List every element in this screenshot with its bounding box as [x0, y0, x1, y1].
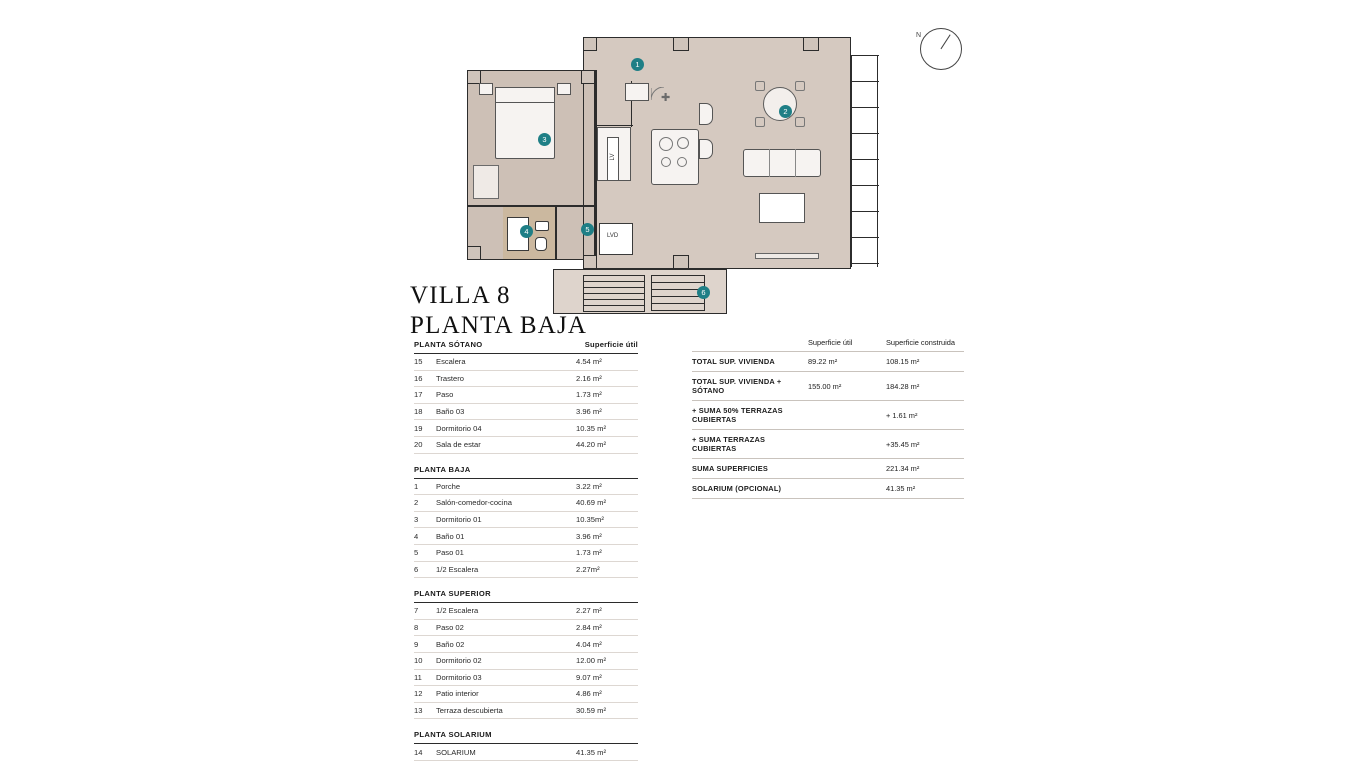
- dining-chair-2: [795, 81, 805, 91]
- toilet: [535, 237, 547, 251]
- table-row: [414, 437, 638, 454]
- nightstand-right: [557, 83, 571, 95]
- row-value: 2.27m²: [576, 564, 600, 574]
- row-number: 12: [414, 689, 423, 699]
- column-n2: [803, 37, 819, 51]
- row-value: 41.35 m²: [576, 747, 606, 757]
- section-header-planta-solarium: [414, 730, 638, 744]
- row-label: Baño 02: [436, 639, 465, 649]
- washer-lvd: [599, 223, 633, 255]
- staircase-lower: [583, 275, 645, 311]
- column-nw: [583, 37, 597, 51]
- row-label: Paso 02: [436, 623, 464, 633]
- plan-marker-4: 4: [520, 225, 533, 238]
- totals-row-util: 155.00 m²: [808, 381, 842, 391]
- hob-burner-3: [661, 157, 671, 167]
- row-label: 1/2 Escalera: [436, 606, 479, 616]
- row-value: 3.96 m²: [576, 407, 602, 417]
- hob-burner-4: [677, 157, 687, 167]
- section-header-planta-baja: [414, 465, 638, 479]
- totals-row-label: SOLARIUM (OPCIONAL): [692, 484, 782, 493]
- table-row: [414, 603, 638, 620]
- lvd-label: LVD: [607, 233, 619, 239]
- row-number: 20: [414, 440, 423, 450]
- row-number: 8: [414, 623, 419, 633]
- row-number: 6: [414, 564, 419, 574]
- row-label: Patio interior: [436, 689, 479, 699]
- plan-marker-5: 5: [581, 223, 594, 236]
- table-row: [414, 636, 638, 653]
- table-row: [414, 744, 638, 761]
- compass-icon: [920, 28, 962, 70]
- row-label: Dormitorio 02: [436, 656, 482, 666]
- table-row: [414, 387, 638, 404]
- row-value: 44.20 m²: [576, 440, 606, 450]
- row-number: 18: [414, 407, 423, 417]
- totals-row-construida: 108.15 m²: [886, 357, 920, 366]
- row-label: Paso: [436, 390, 454, 400]
- title-line-1: VILLA 8: [410, 282, 511, 309]
- column-n1: [673, 37, 689, 51]
- column-s1: [673, 255, 689, 269]
- totals-row-construida: 221.34 m²: [886, 464, 920, 473]
- compass-north-label: N: [916, 32, 922, 39]
- section-header-planta-superior: [414, 589, 638, 603]
- table-row: [414, 653, 638, 670]
- row-number: 2: [414, 498, 419, 508]
- row-number: 5: [414, 548, 419, 558]
- row-value: 3.22 m²: [576, 481, 602, 491]
- totals-row-construida: 184.28 m²: [886, 381, 920, 391]
- row-value: 2.16 m²: [576, 373, 602, 383]
- row-number: 11: [414, 672, 422, 682]
- sofa: [743, 149, 821, 177]
- oven: [699, 139, 713, 159]
- table-row: [414, 545, 638, 562]
- row-value: 4.54 m²: [576, 357, 602, 367]
- row-number: 14: [414, 747, 423, 757]
- totals-row: [692, 371, 964, 400]
- partition-horizontal-bath: [467, 205, 595, 207]
- table-row: [414, 686, 638, 703]
- row-label: Baño 01: [436, 531, 465, 541]
- totals-table: [692, 338, 964, 499]
- table-row: [414, 354, 638, 371]
- row-number: 10: [414, 656, 423, 666]
- partition-vertical-hall: [555, 205, 557, 260]
- totals-row: [692, 351, 964, 371]
- page-title: [410, 281, 587, 340]
- totals-row-label: SUMA SUPERFICIES: [692, 464, 769, 473]
- row-value: 10.35m²: [576, 515, 604, 525]
- row-number: 4: [414, 531, 419, 541]
- row-value: 12.00 m²: [576, 656, 606, 666]
- entry-arrow-icon: ✚: [661, 92, 671, 104]
- table-row: [414, 528, 638, 545]
- plan-marker-2: 2: [779, 105, 792, 118]
- hob-burner-2: [677, 137, 689, 149]
- column-bedroom-ne: [581, 70, 595, 84]
- sofa-divider: [769, 149, 770, 177]
- table-row: [414, 562, 638, 579]
- totals-row-construida: +35.45 m²: [886, 439, 920, 449]
- table-row: [414, 703, 638, 720]
- plan-marker-3: 3: [538, 133, 551, 146]
- table-row: [414, 420, 638, 437]
- nightstand-left: [479, 83, 493, 95]
- table-row: [414, 371, 638, 388]
- row-label: Sala de estar: [436, 440, 481, 450]
- row-label: Trastero: [436, 373, 464, 383]
- row-label: Baño 03: [436, 407, 465, 417]
- row-label: Salón-comedor-cocina: [436, 498, 512, 508]
- row-label: Escalera: [436, 357, 466, 367]
- table-row: [414, 670, 638, 687]
- totals-row-construida: + 1.61 m²: [886, 410, 918, 420]
- row-value: 1.73 m²: [576, 390, 602, 400]
- coffee-table: [759, 193, 805, 223]
- row-label: SOLARIUM: [436, 747, 476, 757]
- row-number: 7: [414, 606, 419, 616]
- section-title: PLANTA SÓTANO: [414, 340, 483, 349]
- row-label: Paso 01: [436, 548, 464, 558]
- table-row: [414, 512, 638, 529]
- hob-burner-1: [659, 137, 673, 151]
- row-value: 4.86 m²: [576, 689, 602, 699]
- dining-chair-4: [795, 117, 805, 127]
- table-row: [414, 495, 638, 512]
- row-number: 9: [414, 639, 419, 649]
- table-row: [414, 404, 638, 421]
- section-title: PLANTA SOLARIUM: [414, 730, 492, 740]
- title-line-2: PLANTA BAJA: [410, 311, 588, 339]
- totals-row: [692, 400, 964, 429]
- row-value: 2.27 m²: [576, 606, 602, 616]
- lv-label: LV: [610, 153, 616, 161]
- row-number: 19: [414, 423, 423, 433]
- column-bedroom-sw: [467, 246, 481, 260]
- header-superficie-construida: Superficie construida: [886, 338, 956, 347]
- totals-row-label: TOTAL SUP. VIVIENDA: [692, 357, 775, 366]
- totals-row: [692, 478, 964, 499]
- header-superficie-util: Superficie útil: [808, 338, 853, 347]
- totals-row-util: 89.22 m²: [808, 357, 838, 366]
- plan-marker-6: 6: [697, 286, 710, 299]
- dining-chair-3: [755, 117, 765, 127]
- kitchen-island: [651, 129, 699, 185]
- section-title: PLANTA BAJA: [414, 464, 471, 474]
- sofa-divider-2: [795, 149, 796, 177]
- row-label: Dormitorio 01: [436, 515, 482, 525]
- column-sw: [583, 255, 597, 269]
- totals-row-label: + SUMA TERRAZAS CUBIERTAS: [692, 435, 766, 453]
- row-number: 16: [414, 373, 423, 383]
- row-number: 13: [414, 705, 423, 715]
- fridge: [699, 103, 713, 125]
- row-label: 1/2 Escalera: [436, 564, 479, 574]
- row-value: 40.69 m²: [576, 498, 606, 508]
- tv-unit: [755, 253, 819, 259]
- wardrobe: [473, 165, 499, 199]
- section-header-planta-sotano: [414, 340, 638, 354]
- totals-row-construida: 41.35 m²: [886, 484, 916, 493]
- floor-plan-drawing: [455, 25, 885, 297]
- row-value: 4.04 m²: [576, 639, 602, 649]
- row-label: Porche: [436, 481, 461, 491]
- table-row: [414, 620, 638, 637]
- row-label: Dormitorio 04: [436, 423, 482, 433]
- totals-row: [692, 458, 964, 478]
- column-bedroom-nw: [467, 70, 481, 84]
- row-label: Dormitorio 03: [436, 672, 482, 682]
- totals-table-header: [692, 338, 964, 351]
- row-value: 10.35 m²: [576, 423, 606, 433]
- pergola: [851, 55, 879, 267]
- row-label: Terraza descubierta: [436, 705, 503, 715]
- plan-marker-1: 1: [631, 58, 644, 71]
- section-title: PLANTA SUPERIOR: [414, 589, 491, 599]
- dining-chair-1: [755, 81, 765, 91]
- row-value: 9.07 m²: [576, 672, 602, 682]
- bed-headboard: [495, 87, 555, 103]
- totals-row: [692, 429, 964, 458]
- kitchen-upper-unit: [625, 83, 649, 101]
- row-value: 1.73 m²: [576, 548, 602, 558]
- table-row: [414, 479, 638, 496]
- totals-row-label: + SUMA 50% TERRAZAS CUBIERTAS: [692, 406, 783, 424]
- sink: [535, 221, 549, 231]
- row-value: 2.84 m²: [576, 623, 602, 633]
- section-subheader: Superficie útil: [584, 340, 638, 349]
- row-number: 17: [414, 390, 423, 400]
- row-number: 1: [414, 481, 419, 491]
- row-value: 30.59 m²: [576, 705, 606, 715]
- surface-areas-table: [414, 340, 638, 761]
- row-number: 3: [414, 515, 419, 525]
- row-number: 15: [414, 357, 423, 367]
- row-value: 3.96 m²: [576, 531, 602, 541]
- totals-row-label: TOTAL SUP. VIVIENDA + SÓTANO: [692, 377, 782, 395]
